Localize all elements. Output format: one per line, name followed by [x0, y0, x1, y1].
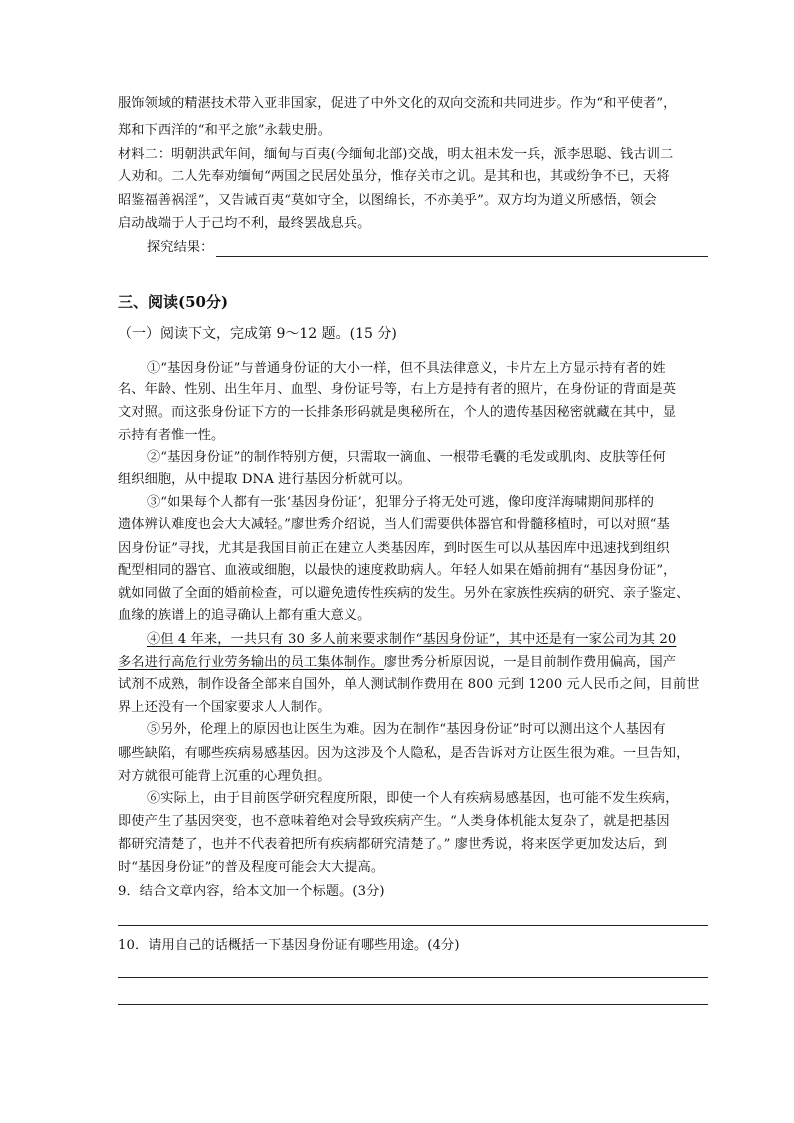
- paragraph-line: ③“如果每个人都有一张‘基因身份证’，犯罪分子将无处可逃，像印度洋海啸期间那样的: [147, 495, 655, 510]
- underlined-sentence: 多名进行高危行业劳务输出的员工集体制作。: [118, 655, 384, 670]
- answer-line-result[interactable]: [216, 256, 708, 257]
- paragraph-line: 血缘的族谱上的追寻确认上都有重大意义。: [118, 608, 371, 623]
- result-label: 探究结果：: [147, 240, 214, 255]
- paragraph-line: 因身份证”寻找，尤其是我国目前正在建立人类基因库，到时医生可以从基因库中迅速找到组织: [118, 541, 670, 556]
- paragraph-line: 就如同做了全面的婚前检查，可以避免遗传性疾病的发生。另外在家族性疾病的研究、亲子鉴定、: [118, 586, 690, 601]
- question-10: 10．请用自己的话概括一下基因身份证有哪些用途。(4分): [118, 938, 460, 953]
- text-line: 服饰领域的精湛技术带入亚非国家，促进了中外文化的双向交流和共同进步。作为“和平使者”，: [118, 96, 677, 111]
- paragraph-line: 时“基因身份证”的普及程度可能会大大提高。: [118, 860, 385, 875]
- material2-line: 昭鉴福善祸淫”，又告诫百夷“莫如守全，以图绵长，不亦美乎”。双方均为道义所感悟，领会: [118, 193, 657, 208]
- question-9: 9．结合文章内容，给本文加一个标题。(3分): [118, 884, 385, 899]
- paragraph-line: 试剂不成熟，制作设备全部来自国外，单人测试制作费用在 800 元到 1200 元人民币之间，目前世: [118, 677, 700, 692]
- answer-line-q9[interactable]: [118, 925, 708, 926]
- section-title: 三、阅读(50分): [118, 293, 229, 311]
- paragraph-line: 名、年龄、性别、出生年月、血型、身份证号等，右上方是持有者的照片，在身份证的背面是英: [118, 382, 677, 397]
- paragraph-line: 配型相同的器官、血液或细胞，以最快的速度救助病人。年轻人如果在婚前拥有“基因身份证”，: [118, 563, 677, 578]
- part-instruction: （一）阅读下文，完成第 9～12 题。(15 分): [118, 326, 397, 342]
- paragraph-line: 即使产生了基因突变，也不意味着绝对会导致疾病产生。“人类身体机能太复杂了，就是把基因: [118, 814, 670, 829]
- paragraph-line: ①“基因身份证”与普通身份证的大小一样，但不具法律意义，卡片左上方显示持有者的姓: [147, 361, 666, 376]
- paragraph-line: [118, 653, 710, 673]
- answer-line-q10[interactable]: [118, 1004, 708, 1005]
- paragraph-line: 遗体辨认难度也会大大减轻。”廖世秀介绍说，当人们需要供体器官和骨髓移植时，可以对照“基: [118, 517, 670, 532]
- paragraph-line: ⑥实际上，由于目前医学研究程度所限，即使一个人有疾病易感基因，也可能不发生疾病，: [147, 791, 679, 806]
- answer-line-q10[interactable]: [118, 977, 708, 978]
- paragraph-line: 组织细胞，从中提取 DNA 进行基因分析就可以。: [118, 472, 411, 487]
- paragraph-line: 哪些缺陷，有哪些疾病易感基因。因为这涉及个人隐私，是否告诉对方让医生很为难。一旦告知，: [118, 746, 690, 761]
- paragraph-line: ⑤另外，伦理上的原因也让医生为难。因为在制作“基因身份证”时可以测出这个人基因有: [147, 722, 666, 737]
- paragraph-text: 廖世秀分析原因说，一是目前制作费用偏高，国产: [383, 655, 677, 670]
- material2-line: 材料二：明朝洪武年间，缅甸与百夷(今缅甸北部)交战，明太祖未发一兵，派李思聪、钱古训二: [118, 147, 674, 162]
- material2-line: 启动战端于人于己均不利，最终罢战息兵。: [118, 216, 371, 231]
- paragraph-line: 界上还没有一个国家要求人人制作。: [118, 700, 331, 715]
- paragraph-line: 都研究清楚了，也并不代表着把所有疾病都研究清楚了。” 廖世秀说，将来医学更加发达后，到: [118, 837, 668, 852]
- paragraph-line: 对方就很可能背上沉重的心理负担。: [118, 769, 331, 784]
- paragraph-line: ②“基因身份证”的制作特别方便，只需取一滴血、一根带毛囊的毛发或肌肉、皮肤等任何: [147, 450, 666, 465]
- underlined-sentence: ④但 4 年来，一共只有 30 多人前来要求制作“基因身份证”，其中还是有一家公司为其 20: [147, 632, 677, 647]
- paragraph-line: 示持有者惟一性。: [118, 428, 225, 443]
- text-line: 郑和下西洋的“和平之旅”永载史册。: [118, 123, 331, 138]
- paragraph-line: 文对照。而这张身份证下方的一长排条形码就是奥秘所在，个人的遗传基因秘密就藏在其中，显: [118, 405, 677, 420]
- material2-line: 人劝和。二人先奉劝缅甸“两国之民居处虽分，惟存关市之讥。是其和也，其或纷争不已，天将: [118, 169, 670, 184]
